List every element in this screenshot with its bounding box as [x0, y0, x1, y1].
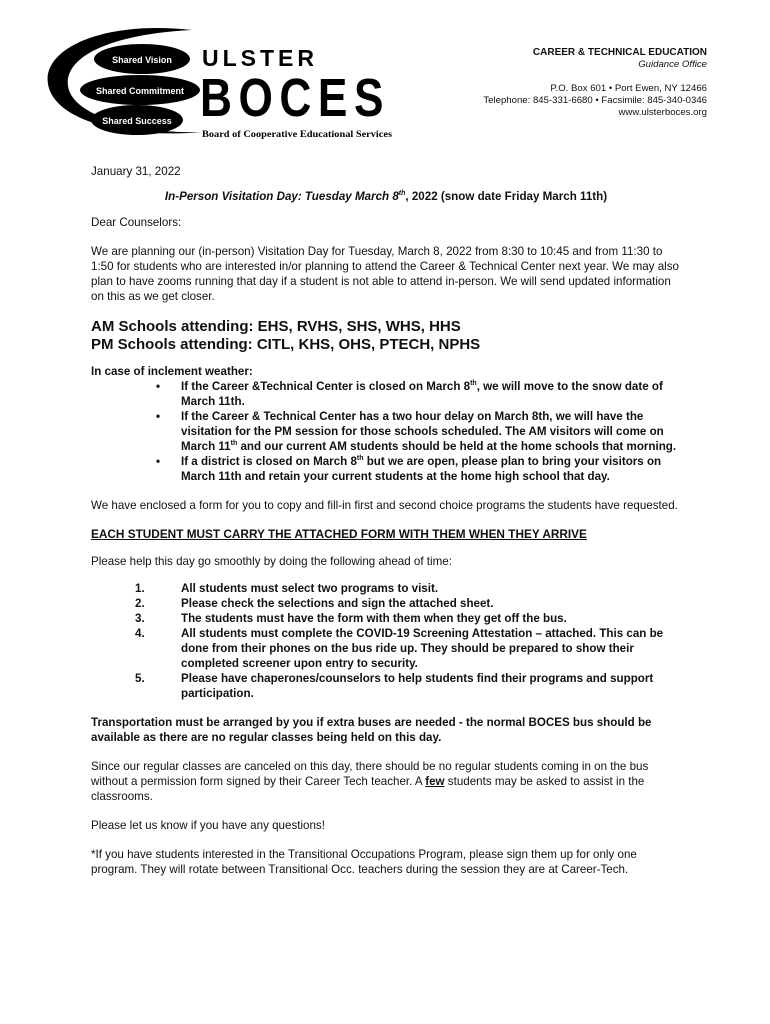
list-item: • If the Career & Technical Center has a two hour delay on March 8th, we will have the visitation for the PM session for those schools scheduled. The AM visitors will come on March 11th and our current AM students should be held at the home schools that morning.	[156, 410, 677, 453]
list-item: 1. All students must select two programs to visit.	[135, 582, 439, 595]
list-item: • If a district is closed on March 8th but we are open, please plan to bring your visitors on March 11th and retain your current students at the home high school that day.	[156, 455, 662, 483]
form-notice: EACH STUDENT MUST CARRY THE ATTACHED FORM WITH THEM WHEN THEY ARRIVE	[91, 527, 587, 541]
letter-subject: In-Person Visitation Day: Tuesday March 8th, 2022 (snow date Friday March 11th)	[164, 190, 608, 203]
website: www.ulsterboces.org	[618, 107, 707, 119]
office-name: Guidance Office	[638, 59, 707, 71]
transportation-note: Transportation must be arranged by you if extra buses are needed - the normal BOCES bus should be available as there are no regular classes being held on this day.	[91, 716, 652, 744]
letter-date: January 31, 2022	[91, 165, 181, 178]
pm-schools: PM Schools attending: CITL, KHS, OHS, PTECH, NPHS	[91, 336, 481, 353]
classes-note: Since our regular classes are canceled on this day, there should be no regular students coming in on the bus without a permission form signed by their Career Tech teacher. A few students may be asked to assist in the classrooms.	[91, 760, 649, 803]
logo-tagline: Board of Cooperative Educational Services	[202, 129, 393, 139]
mailing-address: P.O. Box 601 • Port Ewen, NY 12466	[550, 82, 707, 94]
logo-oval-text-2: Shared Commitment	[95, 86, 185, 96]
list-item: 3. The students must have the form with them when they get off the bus.	[135, 612, 567, 625]
salutation: Dear Counselors:	[91, 216, 182, 229]
steps-list	[91, 581, 681, 701]
list-item: 2. Please check the selections and sign the attached sheet.	[135, 597, 494, 610]
weather-heading: In case of inclement weather:	[91, 365, 253, 378]
form-note: We have enclosed a form for you to copy and fill-in first and second choice programs the students have requested.	[91, 499, 678, 512]
steps-intro: Please help this day go smoothly by doing the following ahead of time:	[91, 555, 452, 568]
letter-body	[91, 164, 681, 877]
transitional-note: *If you have students interested in the Transitional Occupations Program, please sign them up for only one program. They will rotate between Transitional Occ. teachers during the session they are at Career-Tech.	[91, 848, 637, 876]
list-item: 5. Please have chaperones/counselors to help students find their programs and support participation.	[135, 672, 654, 700]
list-item: • If the Career &Technical Center is closed on March 8th, we will move to the snow date of March 11th.	[156, 380, 663, 408]
intro-paragraph: We are planning our (in-person) Visitation Day for Tuesday, March 8, 2022 from 8:30 to 10:45 and from 11:30 to 1:50 for students who are interested in/or planning to attend the Career & Technical Center next year. We may also plan to have zooms running that day if a student is not able to attend in-person. We will send updated information on this as we get closer.	[91, 245, 679, 303]
ulster-boces-logo	[42, 24, 394, 142]
logo-oval-text-3: Shared Success	[102, 116, 172, 126]
schools-attending	[91, 318, 681, 354]
questions-note: Please let us know if you have any questions!	[91, 819, 325, 832]
letterhead-contact	[483, 47, 707, 119]
logo-name-top: ULSTER	[202, 45, 318, 71]
list-item: 4. All students must complete the COVID-19 Screening Attestation – attached. This can be done from their phones on the bus ride up. They should be prepared to show their completed screener upon entry to security.	[135, 627, 664, 670]
department-name: CAREER & TECHNICAL EDUCATION	[532, 47, 707, 58]
logo-oval-text-1: Shared Vision	[112, 55, 172, 65]
weather-list	[91, 379, 681, 484]
am-schools: AM Schools attending: EHS, RVHS, SHS, WHS, HHS	[91, 318, 461, 335]
logo-name-main: BOCES	[200, 68, 390, 128]
phone-fax: Telephone: 845-331-6680 • Facsimile: 845-340-0346	[483, 94, 707, 106]
